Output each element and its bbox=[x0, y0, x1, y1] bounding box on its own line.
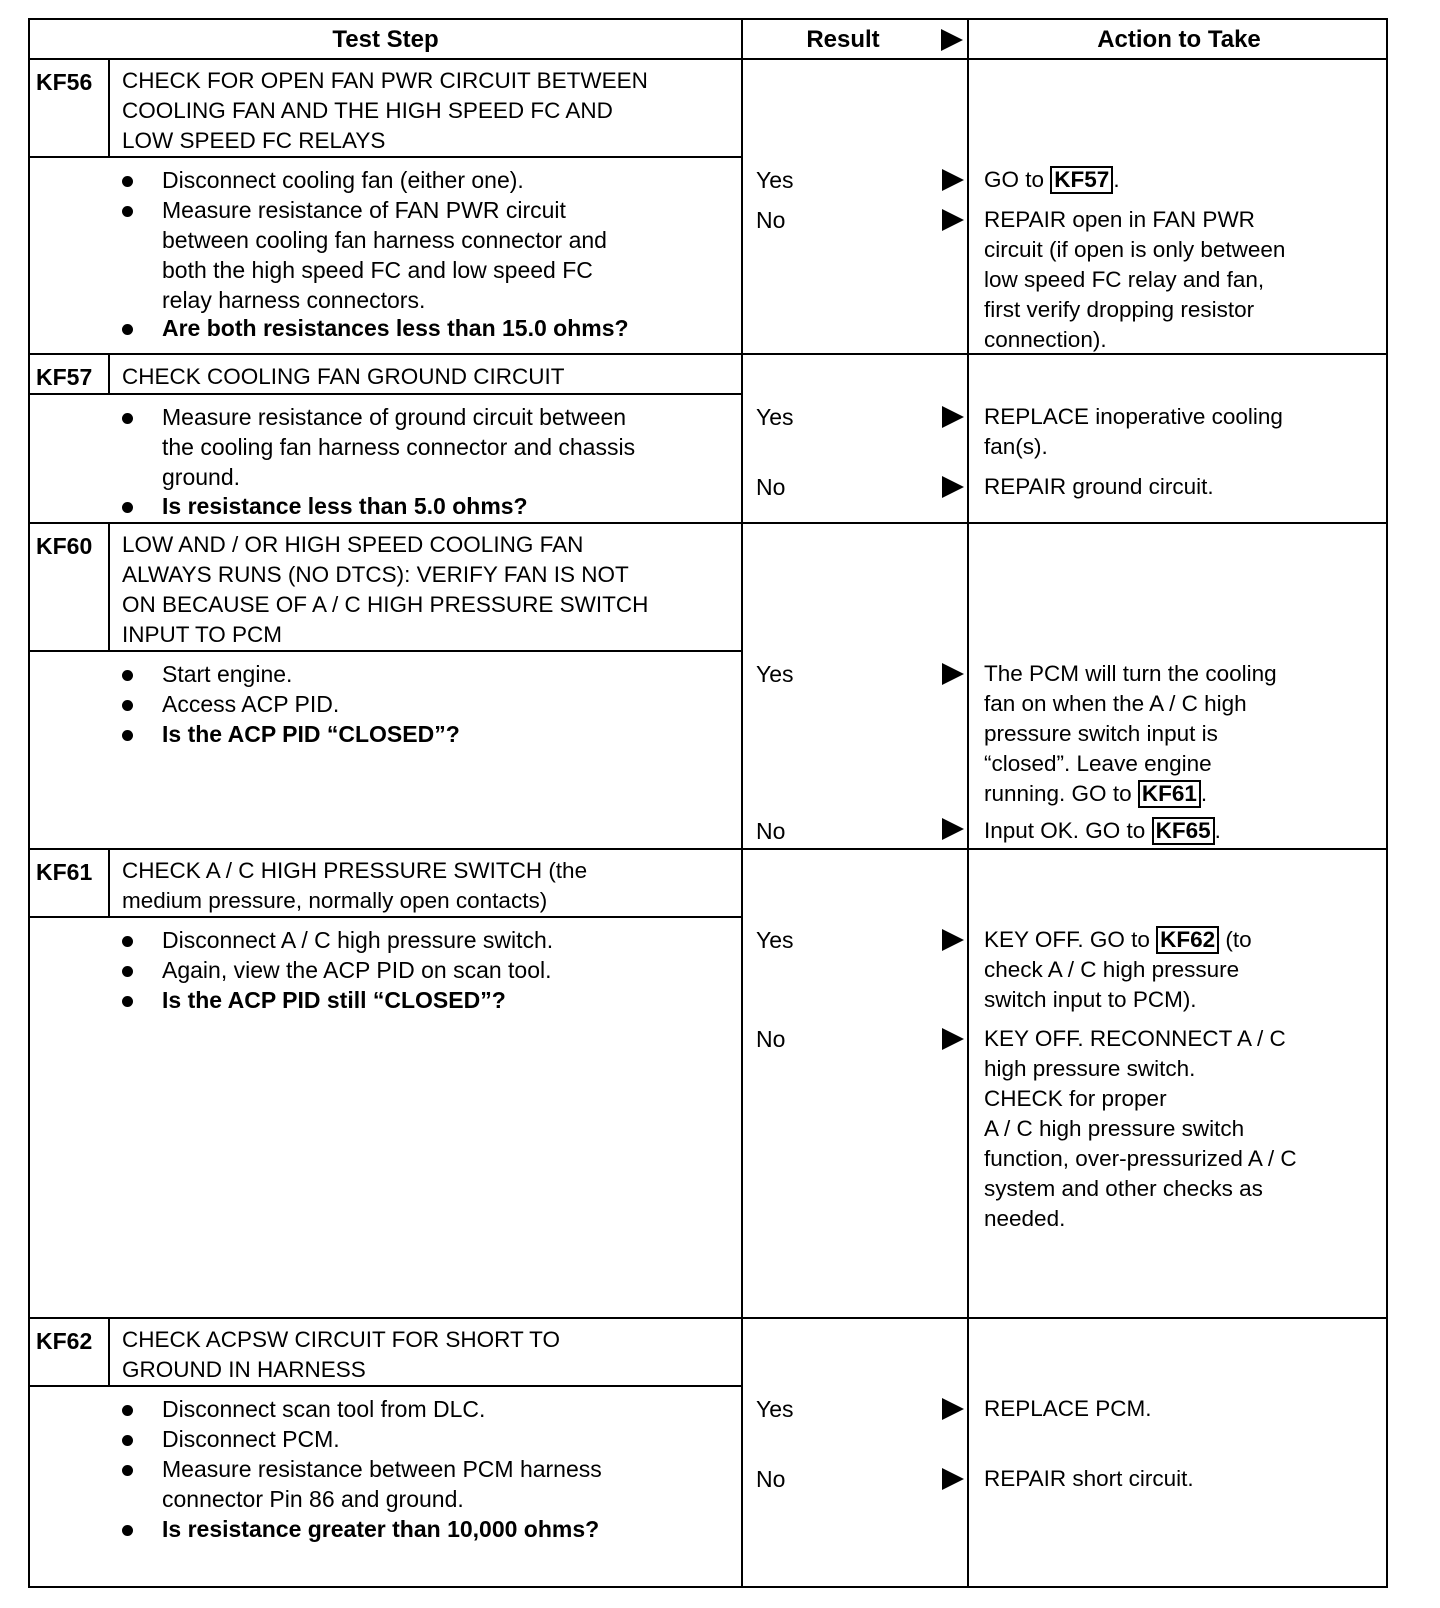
step-id-kf61: KF61 bbox=[36, 859, 93, 885]
result-yes: Yes bbox=[756, 661, 794, 687]
step-question: Is resistance less than 5.0 ohms? bbox=[162, 491, 528, 521]
result-no: No bbox=[756, 1466, 786, 1492]
arrow-icon bbox=[942, 169, 964, 191]
step-question: Is the ACP PID still “CLOSED”? bbox=[162, 985, 506, 1015]
result-no: No bbox=[756, 474, 786, 500]
action-kf62-yes: REPLACE PCM. bbox=[984, 1396, 1152, 1421]
action-kf61-no: KEY OFF. RECONNECT A / C high pressure switch. CHECK for proper A / C high pressure switch function, over-pressurized A / C system and other checks as needed. bbox=[984, 1026, 1297, 1231]
action-kf57-yes: REPLACE inoperative cooling fan(s). bbox=[984, 404, 1283, 459]
step-bullet: Start engine. bbox=[162, 659, 292, 689]
step-title-divider bbox=[30, 650, 741, 652]
header-arrow-icon bbox=[941, 29, 963, 51]
step-id-kf56: KF56 bbox=[36, 69, 93, 95]
result-yes: Yes bbox=[756, 1396, 794, 1422]
arrow-icon bbox=[942, 406, 964, 428]
action-kf61-yes: KEY OFF. GO to KF62 (to check A / C high pressure switch input to PCM). bbox=[984, 927, 1252, 1012]
action-kf56-no: REPAIR open in FAN PWR circuit (if open is only between low speed FC relay and fan, first verify dropping resistor connection). bbox=[984, 207, 1286, 352]
step-id-kf57: KF57 bbox=[36, 364, 93, 390]
step-bullet: Disconnect scan tool from DLC. bbox=[162, 1394, 485, 1424]
step-id-divider bbox=[108, 58, 110, 158]
step-bullet: Access ACP PID. bbox=[162, 689, 339, 719]
step-id-kf62: KF62 bbox=[36, 1328, 93, 1354]
diagnostic-table bbox=[28, 18, 1388, 1588]
step-bullet: Again, view the ACP PID on scan tool. bbox=[162, 955, 552, 985]
arrow-icon bbox=[942, 1468, 964, 1490]
result-yes: Yes bbox=[756, 927, 794, 953]
header-divider bbox=[30, 58, 1386, 60]
step-title-kf56: CHECK FOR OPEN FAN PWR CIRCUIT BETWEEN COOLING FAN AND THE HIGH SPEED FC AND LOW SPEED FC RELAYS bbox=[122, 68, 648, 153]
step-bullet: Measure resistance of ground circuit between the cooling fan harness connector and chassis ground. bbox=[162, 402, 635, 492]
step-id-divider bbox=[108, 522, 110, 652]
step-ref-link[interactable]: KF57 bbox=[1050, 166, 1113, 194]
arrow-icon bbox=[942, 476, 964, 498]
step-id-kf60: KF60 bbox=[36, 533, 93, 559]
step-ref-link[interactable]: KF62 bbox=[1156, 926, 1219, 954]
action-kf56-yes: GO to KF57 . bbox=[984, 167, 1120, 192]
arrow-icon bbox=[942, 209, 964, 231]
step-id-divider bbox=[108, 353, 110, 395]
step-title-divider bbox=[30, 393, 741, 395]
step-divider bbox=[30, 353, 1386, 355]
step-title-divider bbox=[30, 156, 741, 158]
arrow-icon bbox=[942, 1028, 964, 1050]
result-no: No bbox=[756, 818, 786, 844]
step-title-kf61: CHECK A / C HIGH PRESSURE SWITCH (the medium pressure, normally open contacts) bbox=[122, 858, 588, 913]
result-no: No bbox=[756, 207, 786, 233]
arrow-icon bbox=[942, 1398, 964, 1420]
step-title-kf57: CHECK COOLING FAN GROUND CIRCUIT bbox=[122, 364, 565, 389]
step-divider bbox=[30, 1317, 1386, 1319]
header-test-step: Test Step bbox=[332, 26, 439, 53]
step-bullet: Measure resistance of FAN PWR circuit between cooling fan harness connector and both the high speed FC and low speed FC relay harness connectors. bbox=[162, 195, 607, 315]
column-divider-result bbox=[741, 20, 743, 1586]
step-question: Are both resistances less than 15.0 ohms? bbox=[162, 313, 629, 343]
step-bullet: Disconnect PCM. bbox=[162, 1424, 340, 1454]
step-title-kf62: CHECK ACPSW CIRCUIT FOR SHORT TO GROUND IN HARNESS bbox=[122, 1327, 560, 1382]
step-title-kf60: LOW AND / OR HIGH SPEED COOLING FAN ALWAYS RUNS (NO DTCS): VERIFY FAN IS NOT ON BECAUSE OF A / C HIGH PRESSURE SWITCH INPUT TO PCM bbox=[122, 532, 649, 647]
step-ref-link[interactable]: KF61 bbox=[1138, 780, 1201, 808]
header-result: Result bbox=[806, 26, 880, 53]
step-question: Is resistance greater than 10,000 ohms? bbox=[162, 1514, 599, 1544]
result-no: No bbox=[756, 1026, 786, 1052]
step-question: Is the ACP PID “CLOSED”? bbox=[162, 719, 460, 749]
step-bullet: Measure resistance between PCM harness connector Pin 86 and ground. bbox=[162, 1454, 602, 1514]
column-divider-action bbox=[967, 20, 969, 1586]
step-bullet: Disconnect A / C high pressure switch. bbox=[162, 925, 553, 955]
step-title-divider bbox=[30, 1385, 741, 1387]
step-divider bbox=[30, 522, 1386, 524]
step-title-divider bbox=[30, 916, 741, 918]
action-kf57-no: REPAIR ground circuit. bbox=[984, 474, 1214, 499]
result-yes: Yes bbox=[756, 167, 794, 193]
step-ref-link[interactable]: KF65 bbox=[1152, 817, 1215, 845]
action-kf60-no: Input OK. GO to KF65 . bbox=[984, 818, 1221, 843]
step-id-divider bbox=[108, 1317, 110, 1387]
action-kf60-yes: The PCM will turn the cooling fan on when the A / C high pressure switch input is “closed”. Leave engine running. GO to KF61 . bbox=[984, 661, 1277, 806]
arrow-icon bbox=[942, 929, 964, 951]
action-kf62-no: REPAIR short circuit. bbox=[984, 1466, 1194, 1491]
result-yes: Yes bbox=[756, 404, 794, 430]
step-id-divider bbox=[108, 848, 110, 918]
arrow-icon bbox=[942, 818, 964, 840]
header-action: Action to Take bbox=[1097, 26, 1261, 53]
arrow-icon bbox=[942, 663, 964, 685]
step-bullet: Disconnect cooling fan (either one). bbox=[162, 165, 524, 195]
step-divider bbox=[30, 848, 1386, 850]
